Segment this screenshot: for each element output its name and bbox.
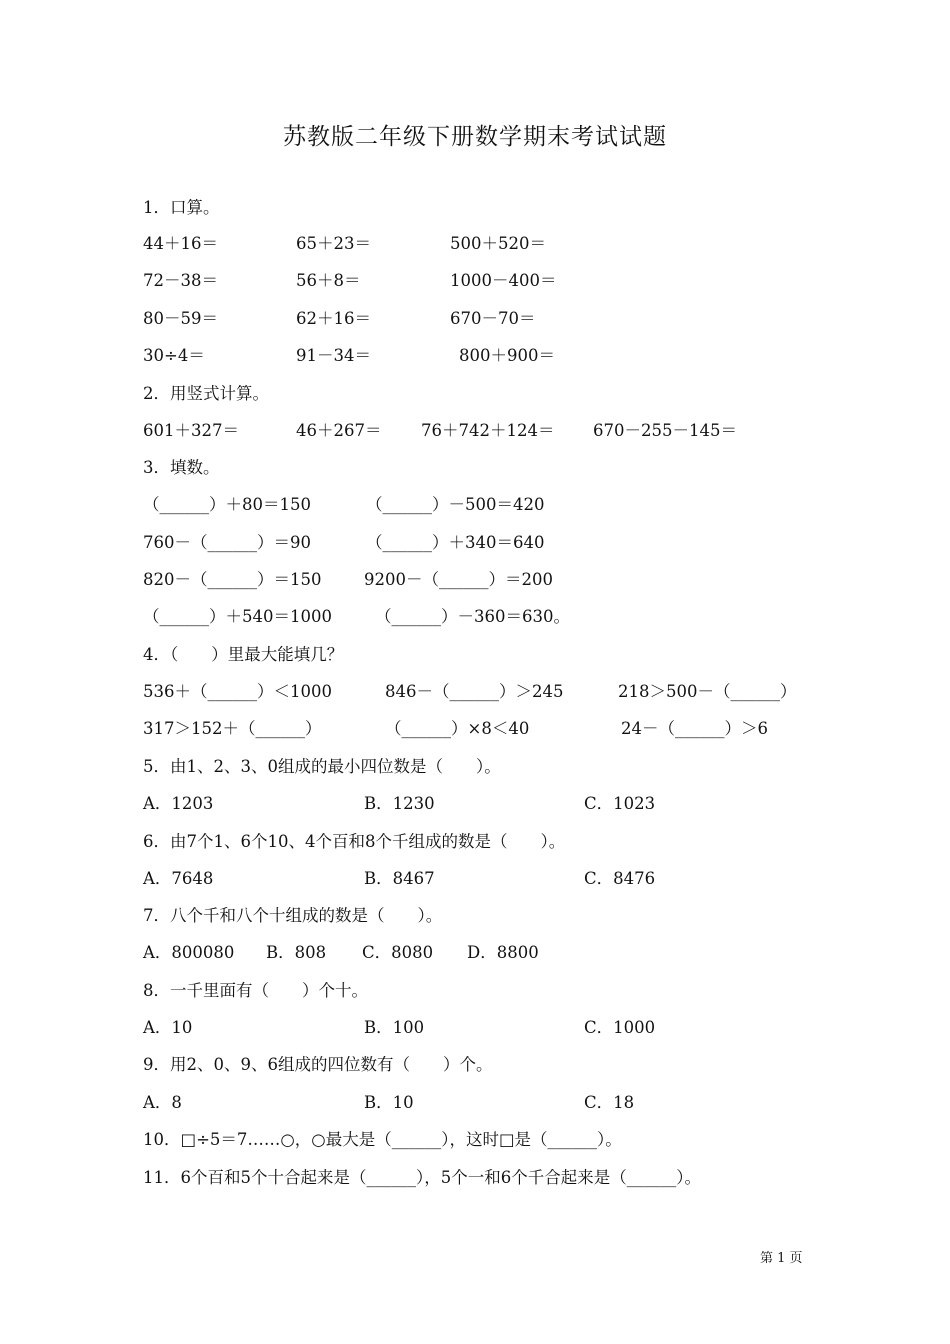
problem: 30÷4＝	[143, 346, 205, 365]
problem: 65＋23＝	[296, 234, 371, 253]
choice-option-c: C．8080	[362, 943, 434, 962]
fill-blank-problem: 218＞500－（______）	[618, 682, 797, 701]
q9-options	[0, 1091, 950, 1115]
fill-blank-problem: 846－（______）＞245	[385, 682, 564, 701]
q4-row	[0, 680, 950, 704]
q3-row	[0, 568, 950, 592]
question-heading: 6．由7个1、6个10、4个百和8个千组成的数是（ ）。	[143, 832, 566, 851]
problem: 800＋900＝	[459, 346, 555, 365]
fill-blank-problem: 760－（______）＝90	[143, 533, 311, 552]
choice-option-a: A．10	[143, 1018, 193, 1037]
question-heading: 2．用竖式计算。	[143, 384, 269, 403]
q4-row	[0, 717, 950, 741]
q3-row	[0, 605, 950, 629]
fill-blank-problem: 317＞152＋（______）	[143, 719, 322, 738]
problem: 670－255－145＝	[593, 421, 737, 440]
page-title: 苏教版二年级下册数学期末考试试题	[283, 124, 667, 150]
problem: 1000－400＝	[450, 271, 557, 290]
choice-option-c: C．18	[584, 1093, 635, 1112]
question-heading: 8．一千里面有（ ）个十。	[143, 981, 368, 1000]
choice-option-a: A．1203	[143, 794, 214, 813]
choice-option-a: A．7648	[143, 869, 214, 888]
question-heading: 3．填数。	[143, 458, 220, 477]
q3-row	[0, 493, 950, 517]
q1-row	[0, 344, 950, 368]
choice-option-c: C．1000	[584, 1018, 656, 1037]
choice-option-b: B．100	[364, 1018, 425, 1037]
page-number: 第 1 页	[760, 1251, 803, 1266]
problem: 76＋742＋124＝	[421, 421, 555, 440]
q7-section	[0, 904, 950, 928]
choice-option-b: B．808	[266, 943, 327, 962]
q7-options	[0, 941, 950, 965]
choice-option-c: C．1023	[584, 794, 656, 813]
q1-row	[0, 307, 950, 331]
q9-section	[0, 1053, 950, 1077]
problem: 601＋327＝	[143, 421, 239, 440]
choice-option-b: B．10	[364, 1093, 414, 1112]
q6-options	[0, 867, 950, 891]
fill-blank-problem: 820－（______）＝150	[143, 570, 322, 589]
fill-blank-problem: 24－（______）＞6	[621, 719, 768, 738]
problem: 91－34＝	[296, 346, 371, 365]
fill-blank-problem: （______）＋540＝1000	[143, 607, 332, 626]
question-text: 10．□÷5＝7……○，○最大是（______），这时□是（______）。	[143, 1130, 622, 1149]
problem: 500＋520＝	[450, 234, 546, 253]
q4-section	[0, 643, 950, 667]
question-heading: 1．口算。	[143, 198, 220, 217]
q2-section	[0, 382, 950, 406]
q8-section	[0, 979, 950, 1003]
question-text: 11．6个百和5个十合起来是（______），5个一和6个千合起来是（______）。	[143, 1168, 701, 1187]
choice-option-a: A．8	[143, 1093, 182, 1112]
q5-options	[0, 792, 950, 816]
q1-row	[0, 232, 950, 256]
q10-section	[0, 1128, 950, 1152]
problem: 46＋267＝	[296, 421, 382, 440]
q6-section	[0, 830, 950, 854]
choice-option-a: A．800080	[143, 943, 235, 962]
problem: 62＋16＝	[296, 309, 371, 328]
fill-blank-problem: （______）＋340＝640	[366, 533, 545, 552]
choice-option-b: B．8467	[364, 869, 435, 888]
problem: 80－59＝	[143, 309, 218, 328]
fill-blank-problem: （______）＋80＝150	[143, 495, 311, 514]
problem: 56＋8＝	[296, 271, 361, 290]
fill-blank-problem: （______）×8＜40	[385, 719, 530, 738]
question-heading: 4．（ ）里最大能填几？	[143, 645, 344, 664]
question-heading: 9．用2、0、9、6组成的四位数有（ ）个。	[143, 1055, 493, 1074]
fill-blank-problem: （______）－360＝630。	[375, 607, 570, 626]
q3-section	[0, 456, 950, 480]
question-heading: 5．由1、2、3、0组成的最小四位数是（ ）。	[143, 757, 501, 776]
choice-option-b: B．1230	[364, 794, 435, 813]
problem: 670－70＝	[450, 309, 536, 328]
q3-row	[0, 531, 950, 555]
q8-options	[0, 1016, 950, 1040]
q2-row	[0, 419, 950, 443]
fill-blank-problem: 9200－（______）＝200	[364, 570, 553, 589]
fill-blank-problem: 536＋（______）＜1000	[143, 682, 332, 701]
choice-option-d: D．8800	[467, 943, 539, 962]
q1-section	[0, 196, 950, 220]
problem: 72－38＝	[143, 271, 218, 290]
q1-row	[0, 269, 950, 293]
q11-section	[0, 1166, 950, 1190]
problem: 44＋16＝	[143, 234, 218, 253]
fill-blank-problem: （______）－500＝420	[366, 495, 545, 514]
q5-section	[0, 755, 950, 779]
choice-option-c: C．8476	[584, 869, 656, 888]
question-heading: 7．八个千和八个十组成的数是（ ）。	[143, 906, 443, 925]
